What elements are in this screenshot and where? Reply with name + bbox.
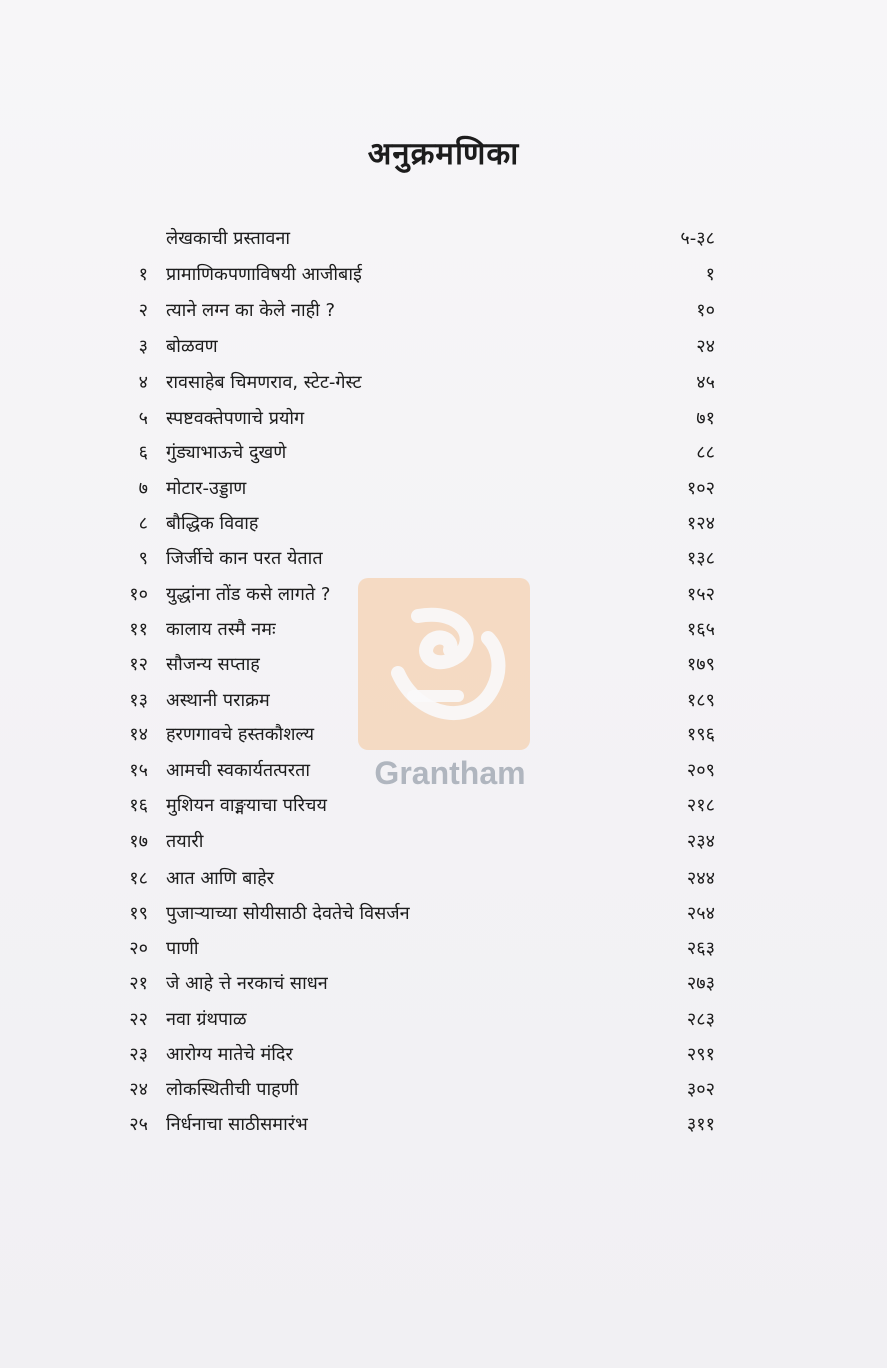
- chapter-page: १६५: [686, 619, 715, 640]
- table-row: [0, 825, 887, 859]
- chapter-page: २७३: [686, 973, 715, 994]
- chapter-page: १०: [696, 300, 715, 321]
- table-row: [0, 436, 887, 470]
- chapter-page: २४: [696, 336, 715, 357]
- chapter-number: २१: [129, 973, 148, 994]
- chapter-number: १४: [129, 724, 148, 745]
- chapter-title: मुशियन वाङ्मयाचा परिचय: [166, 795, 327, 816]
- chapter-page: १२४: [686, 513, 715, 534]
- chapter-number: १८: [129, 868, 148, 889]
- table-row: [0, 507, 887, 541]
- chapter-page: २१८: [686, 795, 715, 816]
- chapter-page: १: [705, 264, 715, 285]
- table-row: [0, 754, 887, 788]
- chapter-title: हरणगावचे हस्तकौशल्य: [166, 724, 315, 745]
- chapter-page: २३४: [686, 831, 715, 852]
- chapter-page: २०९: [686, 760, 715, 781]
- chapter-page: ८८: [696, 442, 715, 463]
- chapter-number: ४: [138, 372, 148, 393]
- chapter-page: ४५: [696, 372, 715, 393]
- chapter-number: १७: [129, 831, 148, 852]
- chapter-title: प्रामाणिकपणाविषयी आजीबाई: [166, 264, 362, 285]
- chapter-title: अस्थानी पराक्रम: [166, 690, 270, 711]
- table-row: [0, 932, 887, 966]
- chapter-page: १७९: [686, 654, 715, 675]
- table-row: [0, 402, 887, 436]
- chapter-number: ५: [138, 408, 148, 429]
- table-row: [0, 1003, 887, 1037]
- chapter-title: नवा ग्रंथपाळ: [166, 1009, 247, 1030]
- chapter-page: २८३: [686, 1009, 715, 1030]
- chapter-number: १५: [129, 760, 148, 781]
- chapter-title: सौजन्य सप्ताह: [166, 654, 260, 675]
- table-row: [0, 1108, 887, 1142]
- chapter-title: जिर्जीचे कान परत येतात: [166, 548, 323, 569]
- chapter-page: १३८: [686, 548, 715, 569]
- chapter-number: २: [138, 300, 148, 321]
- table-row: [0, 1073, 887, 1107]
- table-row: [0, 789, 887, 823]
- table-row: [0, 330, 887, 364]
- chapter-number: ६: [138, 442, 148, 463]
- chapter-title: लोकस्थितीची पाहणी: [166, 1079, 299, 1100]
- chapter-title: रावसाहेब चिमणराव, स्टेट-गेस्ट: [166, 372, 362, 393]
- chapter-number: २२: [129, 1009, 148, 1030]
- chapter-number: ३: [138, 336, 148, 357]
- intro-label: लेखकाची प्रस्तावना: [166, 228, 291, 249]
- chapter-number: १९: [129, 903, 148, 924]
- table-row: [0, 258, 887, 292]
- chapter-number: २५: [129, 1114, 148, 1135]
- table-row: [0, 294, 887, 328]
- chapter-page: १५२: [686, 584, 715, 605]
- chapter-title: बोळवण: [166, 336, 218, 357]
- chapter-title: आरोग्य मातेचे मंदिर: [166, 1044, 293, 1065]
- chapter-number: ११: [129, 619, 148, 640]
- chapter-number: २३: [129, 1044, 148, 1065]
- table-row: [0, 967, 887, 1001]
- chapter-number: ९: [138, 548, 148, 569]
- chapter-page: १९६: [686, 724, 715, 745]
- chapter-title: मोटार-उड्डाण: [166, 478, 247, 499]
- chapter-title: कालाय तस्मै नमः: [166, 619, 276, 640]
- chapter-title: स्पष्टवक्तेपणाचे प्रयोग: [166, 408, 305, 429]
- table-row: [0, 1038, 887, 1072]
- table-row: [0, 542, 887, 576]
- chapter-page: ३११: [686, 1114, 715, 1135]
- table-row: [0, 862, 887, 896]
- chapter-title: गुंड्याभाऊचे दुखणे: [166, 442, 287, 463]
- chapter-page: २९१: [686, 1044, 715, 1065]
- watermark-text: Grantham: [374, 755, 526, 791]
- intro-pages: ५-३८: [680, 228, 715, 249]
- table-row: [0, 366, 887, 400]
- table-row: [0, 472, 887, 506]
- table-row: [0, 897, 887, 931]
- chapter-title: युद्धांना तोंड कसे लागते ?: [166, 584, 331, 605]
- chapter-title: निर्धनाचा साठीसमारंभ: [166, 1114, 308, 1135]
- chapter-title: बौद्धिक विवाह: [166, 513, 259, 534]
- chapter-number: १३: [129, 690, 148, 711]
- toc-intro-row: [0, 222, 887, 256]
- chapter-number: १६: [129, 795, 148, 816]
- chapter-title: पाणी: [166, 938, 199, 959]
- chapter-title: आमची स्वकार्यतत्परता: [166, 760, 310, 781]
- chapter-title: त्याने लग्न का केले नाही ?: [166, 300, 336, 321]
- table-row: [0, 613, 887, 647]
- chapter-title: जे आहे त्ते नरकाचं साधन: [166, 973, 328, 994]
- chapter-number: १२: [129, 654, 148, 675]
- chapter-number: १०: [129, 584, 148, 605]
- chapter-number: ८: [138, 513, 148, 534]
- chapter-page: २४४: [686, 868, 715, 889]
- chapter-title: आत आणि बाहेर: [166, 868, 275, 889]
- chapter-page: ७१: [696, 408, 715, 429]
- page-title: अनुक्रमणिका: [367, 136, 520, 172]
- table-row: [0, 718, 887, 752]
- table-row: [0, 684, 887, 718]
- chapter-page: १०२: [686, 478, 715, 499]
- chapter-page: १८९: [686, 690, 715, 711]
- chapter-title: तयारी: [166, 831, 204, 852]
- chapter-page: २६३: [686, 938, 715, 959]
- chapter-number: २४: [129, 1079, 148, 1100]
- chapter-number: १: [138, 264, 148, 285]
- chapter-number: ७: [138, 478, 148, 499]
- chapter-title: पुजाऱ्याच्या सोयीसाठी देवतेचे विसर्जन: [166, 903, 410, 924]
- chapter-number: २०: [129, 938, 148, 959]
- chapter-page: २५४: [686, 903, 715, 924]
- table-row: [0, 578, 887, 612]
- table-row: [0, 648, 887, 682]
- chapter-page: ३०२: [686, 1079, 715, 1100]
